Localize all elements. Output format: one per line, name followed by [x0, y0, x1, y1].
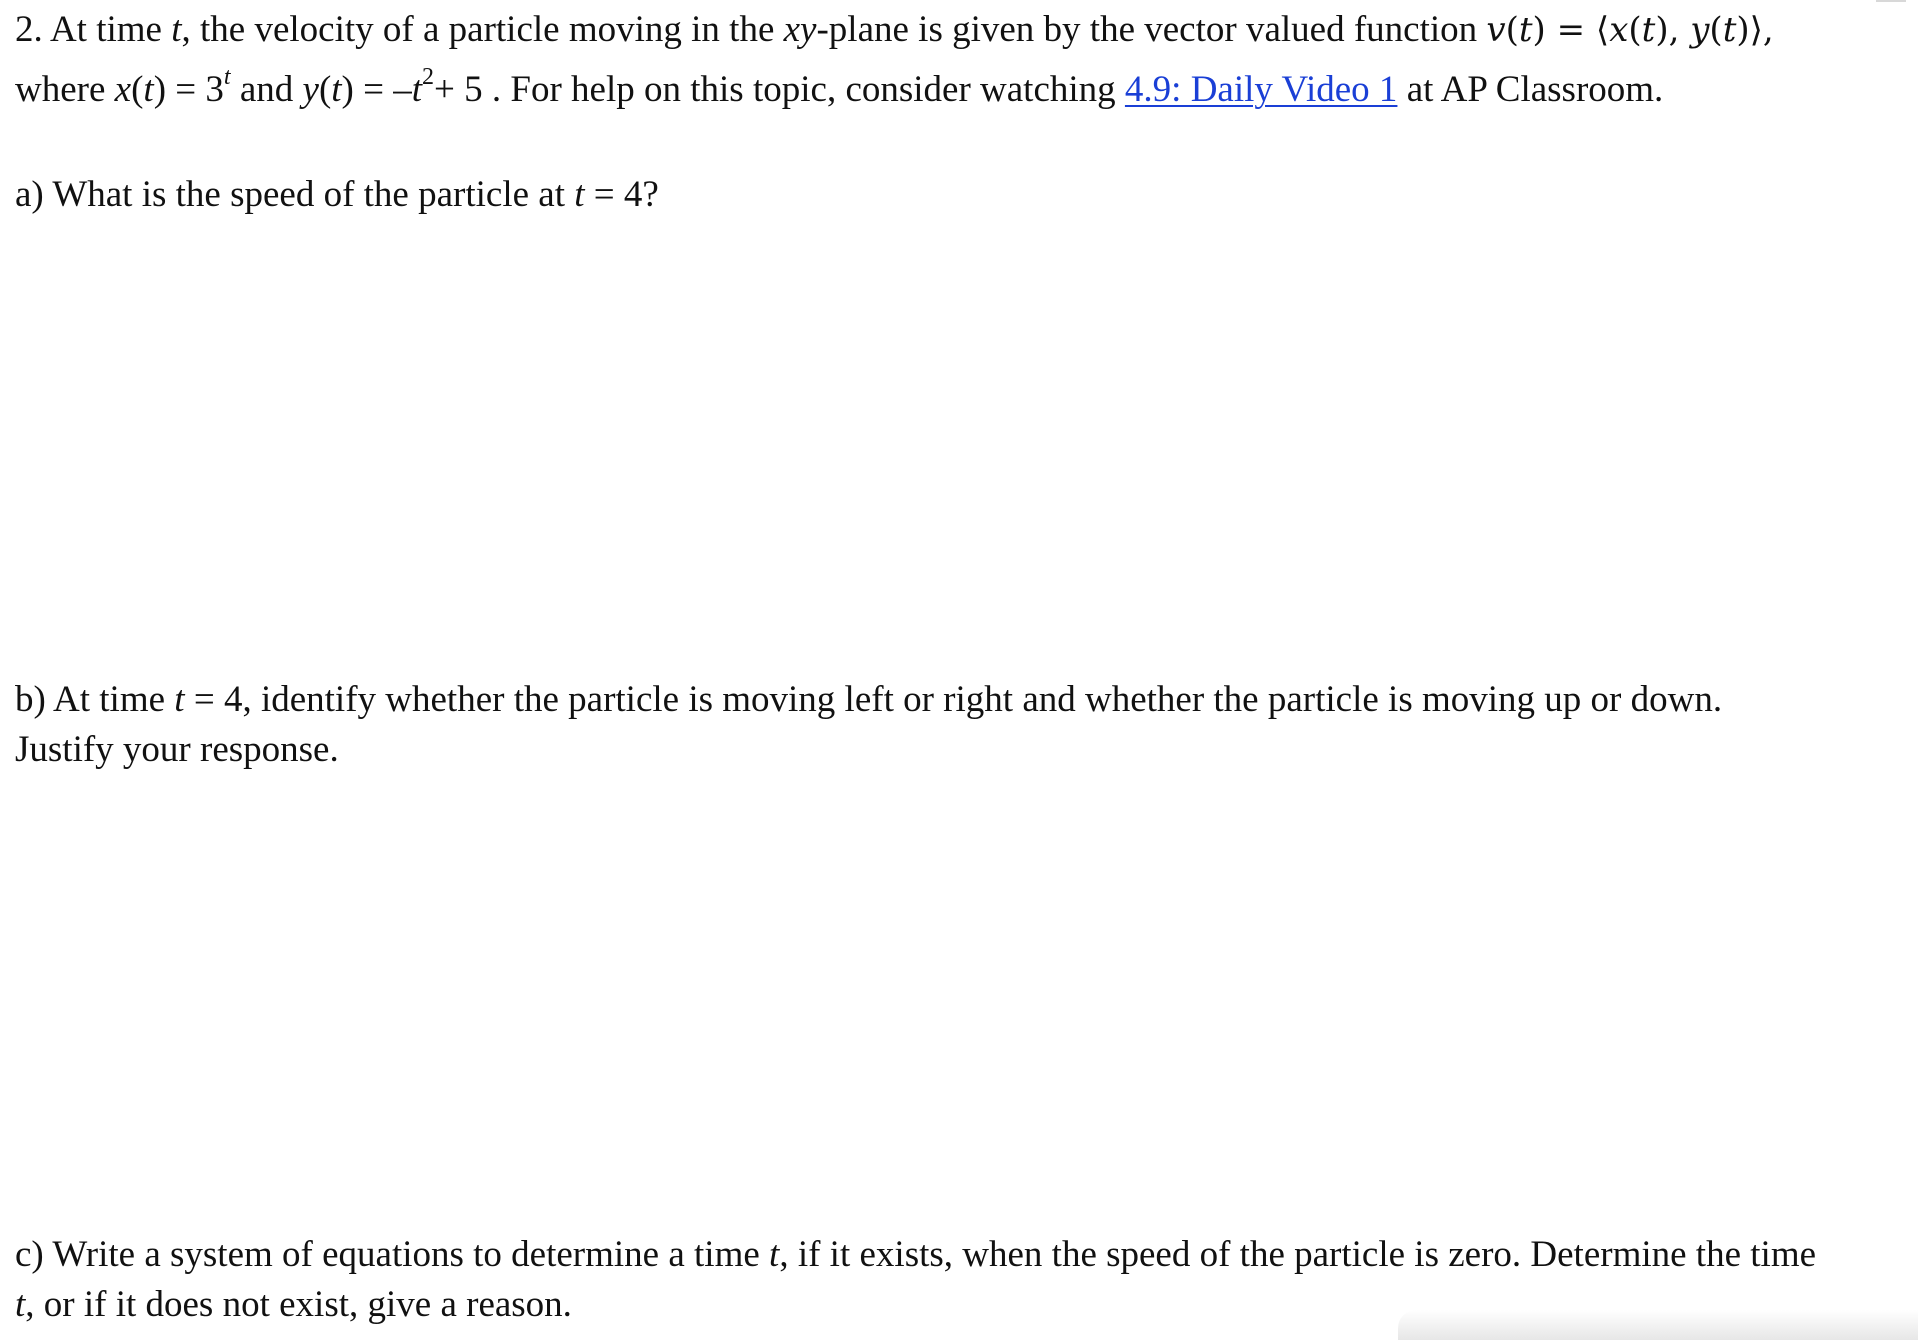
part-b-question-line-1: b) At time t = 4, identify whether the particle is moving left or right and whether the particle is moving up or down. — [15, 679, 1723, 720]
exponent-2: 2 — [422, 63, 435, 90]
part-c-question-line-2: t, or if it does not exist, give a reason. — [15, 1284, 572, 1325]
var-t: t — [171, 9, 182, 50]
var-y: y — [302, 69, 319, 110]
page-corner-shadow — [1398, 1310, 1918, 1340]
var-xy: xy — [783, 9, 817, 50]
part-b-question-line-2: Justify your response. — [15, 729, 339, 770]
part-c-question-line-1: c) Write a system of equations to determine a time t, if it exists, when the speed of the particle is zero. Determine the time — [15, 1234, 1817, 1275]
top-edge-mark — [1876, 0, 1906, 2]
exponent-t: t — [223, 63, 231, 90]
var-x: x — [114, 69, 132, 110]
part-a-question: a) What is the speed of the particle at t = 4? — [15, 174, 659, 215]
problem-statement-line-2: where $x(t) = 3^t$ and $y(t) = -t^2+ 5$ . For help on this topic, consider watching 4.9: Daily Video 1 at AP Classroom. — [15, 63, 1664, 110]
text: where — [15, 69, 115, 110]
text: -plane is given by the vector valued function — [816, 9, 1487, 50]
text: 2. At time — [15, 9, 172, 50]
text: , the velocity of a particle moving in the — [181, 9, 784, 50]
problem-statement-line-1 — [15, 8, 1774, 52]
var-v: v — [1486, 10, 1506, 50]
velocity-vector-expression: v(t) = ⟨x(t), y(t)⟩, — [1486, 10, 1774, 50]
daily-video-link[interactable]: 4.9: Daily Video 1 — [1124, 69, 1398, 110]
